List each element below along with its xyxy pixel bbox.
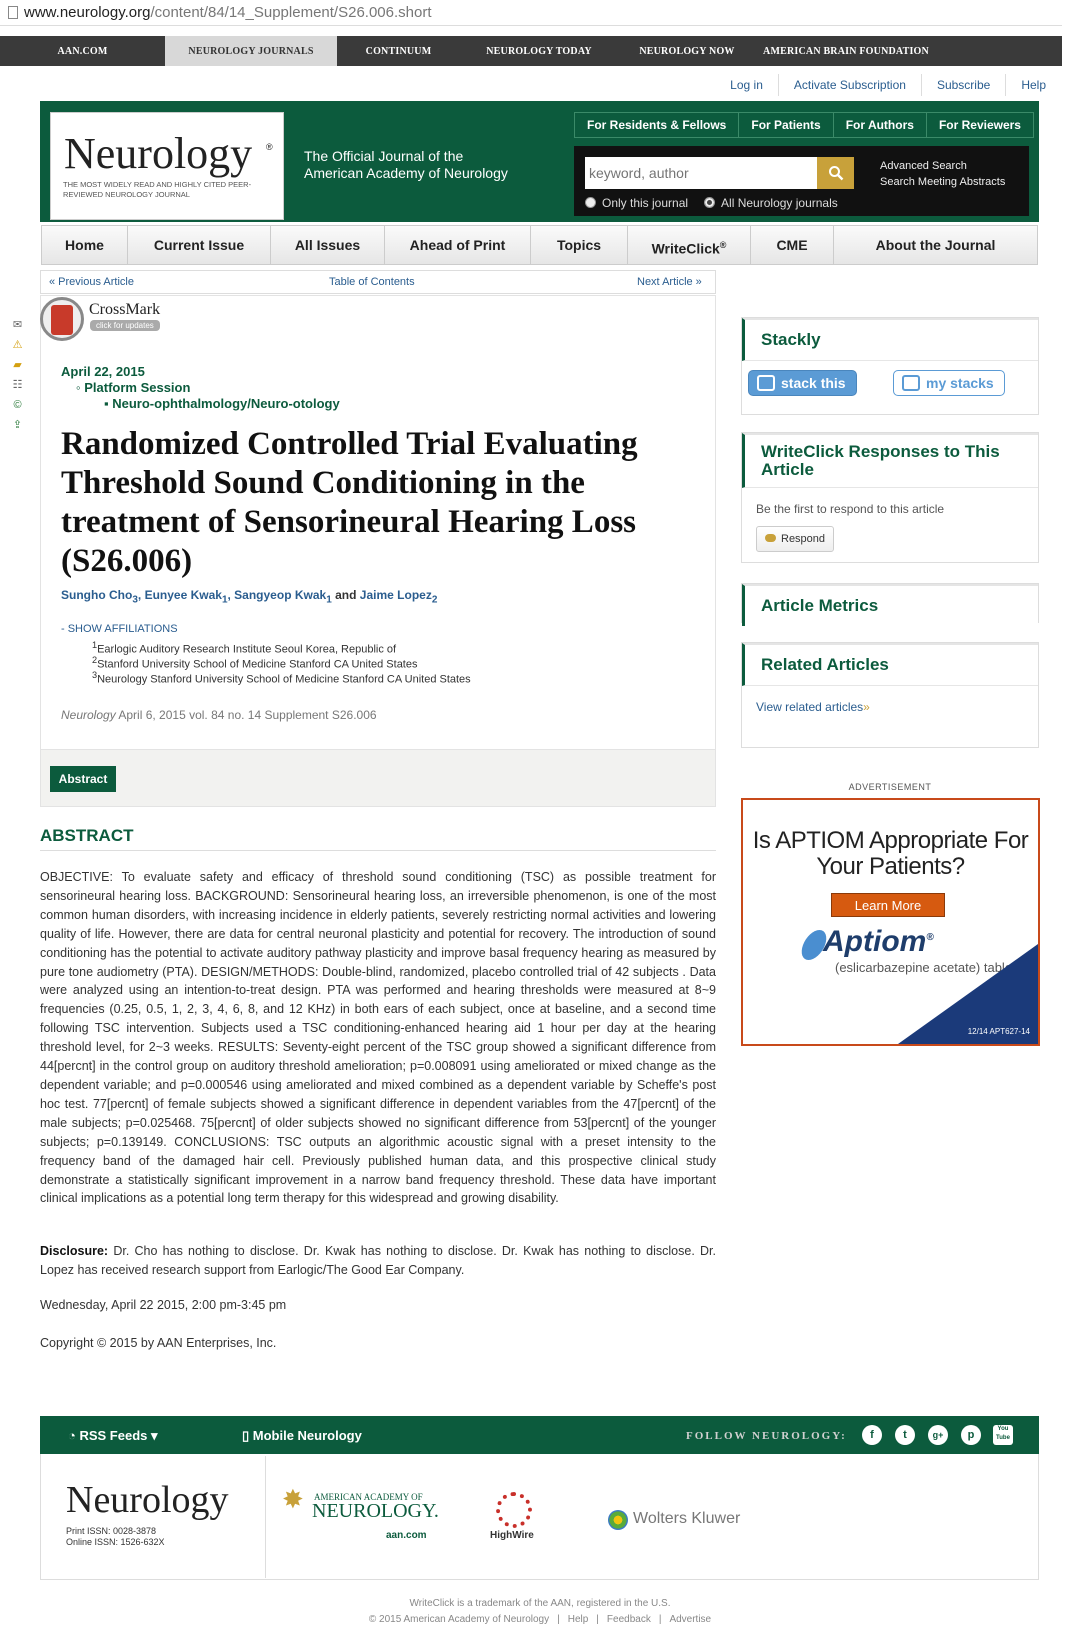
abstract-divider	[40, 850, 716, 851]
show-affiliations-toggle[interactable]: - SHOW AFFILIATIONS	[61, 623, 178, 635]
wolters-kluwer-logo[interactable]: Wolters Kluwer	[633, 1510, 741, 1527]
neurology-logo[interactable]: Neurology	[64, 129, 253, 178]
footer-help-link[interactable]: Help	[567, 1614, 589, 1625]
highwire-logo[interactable]: HighWire	[490, 1530, 534, 1541]
url-path: /content/84/14_Supplement/S26.006.short	[150, 4, 432, 21]
radio-button-selected-icon	[704, 197, 715, 208]
footer-advertise-link[interactable]: Advertise	[669, 1614, 712, 1625]
article-copyright: Copyright © 2015 by AAN Enterprises, Inc.	[40, 1336, 277, 1350]
topnav-neurology-now[interactable]: NEUROLOGY NOW	[639, 45, 735, 57]
pinterest-icon[interactable]: p	[961, 1425, 981, 1445]
url-host: www.neurology.org	[24, 4, 151, 21]
permissions-icon[interactable]: ©	[13, 399, 22, 411]
topnav-aan[interactable]: AAN.COM	[57, 45, 108, 57]
tab-reviewers[interactable]: For Reviewers	[926, 113, 1033, 137]
author-link[interactable]: Sangyeop Kwak$_1$	[234, 588, 332, 606]
search-input[interactable]	[585, 157, 817, 189]
affiliation-item: $^2$Stanford University School of Medicine Stanford CA United States	[92, 655, 418, 671]
next-article-link[interactable]: Next Article »	[637, 276, 702, 288]
affiliation-item: $^1$Earlogic Auditory Research Institute Seoul Korea, Republic of	[92, 640, 397, 656]
nav-current-issue[interactable]: Current Issue	[128, 226, 271, 264]
nav-all-issues[interactable]: All Issues	[271, 226, 385, 264]
author-link[interactable]: Sungho Cho$_3$	[61, 588, 138, 606]
citation-line: Neurology April 6, 2015 vol. 84 no. 14 Supplement S26.006	[61, 708, 377, 722]
crossmark-updates-badge[interactable]: click for updates	[90, 320, 160, 331]
citation-manager-icon[interactable]: ☷	[12, 379, 23, 391]
article-tools-icons	[10, 318, 25, 433]
nav-about-the-journal[interactable]: About the Journal	[875, 237, 996, 253]
footer-neurology-logo[interactable]: Neurology	[66, 1479, 229, 1521]
tab-patients[interactable]: For Patients	[738, 113, 832, 137]
view-related-articles-link[interactable]: View related articles»	[756, 700, 870, 714]
footer-divider	[265, 1456, 266, 1578]
article-title: Randomized Controlled Trial Evaluating Threshold Sound Conditioning in the treatment of Sensorineural Hearing Loss (S26.006)	[61, 426, 638, 579]
wolters-kluwer-icon	[608, 1510, 628, 1530]
radio-only-this-journal[interactable]: Only this journal	[585, 196, 688, 210]
aan-com-link[interactable]: aan.com	[386, 1530, 427, 1541]
chevron-down-icon: ▾	[147, 1428, 158, 1443]
mobile-neurology-link[interactable]: ▯ Mobile Neurology	[242, 1428, 362, 1443]
ad-generic-name: (eslicarbazepine acetate) tablets	[835, 960, 1023, 975]
table-of-contents-link[interactable]: Table of Contents	[329, 276, 415, 288]
nav-topics[interactable]: Topics	[531, 226, 628, 264]
previous-article-link[interactable]: « Previous Article	[49, 276, 134, 288]
folder-icon[interactable]: ▰	[13, 359, 22, 371]
search-meeting-abstracts-link[interactable]: Search Meeting Abstracts	[880, 176, 1006, 188]
share-icon[interactable]: ⇪	[12, 419, 23, 431]
article-metrics-title[interactable]: Article Metrics	[742, 584, 1038, 626]
ad-headline: Is APTIOM Appropriate For Your Patients?	[752, 827, 1029, 880]
speech-bubble-icon	[765, 534, 776, 542]
topnav-neurology-today[interactable]: NEUROLOGY TODAY	[486, 45, 592, 57]
trademark-notice: WriteClick is a trademark of the AAN, registered in the U.S.	[409, 1598, 671, 1609]
nav-ahead-of-print[interactable]: Ahead of Print	[385, 226, 531, 264]
radio-all-neurology-journals[interactable]: All Neurology journals	[704, 196, 838, 210]
search-button[interactable]	[817, 157, 854, 189]
subscribe-link[interactable]: Subscribe	[921, 74, 1005, 96]
logo-registered-mark: ®	[266, 142, 273, 152]
utility-links	[715, 74, 1061, 96]
advertisement-label: ADVERTISEMENT	[848, 782, 932, 792]
aan-logo[interactable]: NEUROLOGY.	[312, 1500, 439, 1522]
abstract-body: OBJECTIVE: To evaluate safety and efficacy of threshold sound conditioning (TSC) as possible treatment for sensorineural hearing loss. BACKGROUND: Sensorineural hearing loss, an irreversible phenomenon, is one of the most common human disorders, with increasing incidence in elderly patients, severely restricting normal activities and lowering quality of life. However, there are data for central neuronal plasticity and potential for recovery. The introduction of sound conditioning has the potential to activate auditory pathway plasticity and improve basal frequency hearing as measured by pure tone audiometry (PTA). DESIGN/METHODS: Double-blind, randomized, placebo controlled trial of 42 subjects . Data were analyzed using an intention-to-treat design. PTA was performed and hearing thresholds were measured at 8~9 frequencies (0.25, 0.5, 1, 2, 3, 4, 6, 8, and 12 KHz) in both ears of each subject, once at baseline, and a second time following TSC intervention. Subjects used a TSC conditioning-enhanced hearing aid 1 hour per day at the hearing threshold level, for 2~3 weeks. RESULTS: Seventy-eight percent of the TSC group showed a significant difference from 44[percnt] in the control group on auditory threshold amelioration; p=0.008091 using ameliorated or mixed change as the dependent variable; and p=0.000546 using ameliorated and mixed combined as a dependent variable by Scheffe's post hoc test. 77[percnt] of female subjects showed a significant difference in dependent variables from the 47[percnt] of the male subjects; p=0.025468. 75[percnt] of older subjects showed no significant difference from 53[percnt] of the younger subjects; p=0.139149. CONCLUSIONS: TSC outputs an algorithmic acoustic signal with a preset intensity to the frequency band of the damaged hair cell. Previously published human data, and this prospective clinical study demonstrate a statistically significant improvement in a narrow band frequency threshold. These data have important clinical implications as a potential long term therapy for this widespread and growing disability.	[40, 870, 716, 1206]
search-scope	[585, 196, 838, 210]
official-line-1: The Official Journal of the	[304, 148, 464, 164]
advanced-search-link[interactable]: Advanced Search	[880, 160, 967, 172]
stack-icon	[902, 375, 920, 391]
footer-feedback-link[interactable]: Feedback	[606, 1614, 651, 1625]
advanced-search-links	[880, 158, 1005, 190]
radio-button-icon	[585, 197, 596, 208]
respond-button[interactable]: Respond	[756, 526, 834, 552]
aan-star-icon: ✸	[282, 1484, 304, 1514]
tab-authors[interactable]: For Authors	[833, 113, 926, 137]
related-articles-box	[741, 642, 1039, 748]
writeclick-box	[741, 432, 1039, 563]
content-tabs-bar	[40, 749, 716, 807]
writeclick-title: WriteClick Responses to This Article	[742, 433, 1038, 488]
abstract-tab-button[interactable]: Abstract	[50, 766, 116, 792]
crossmark-bookmark-icon	[51, 305, 73, 335]
article-navigation	[40, 270, 716, 294]
aan-logo-top[interactable]: AMERICAN ACADEMY OF	[314, 1492, 423, 1502]
author-link[interactable]: Jaime Lopez$_2$	[359, 588, 438, 606]
footer-copyright: © 2015 American Academy of Neurology	[368, 1614, 550, 1625]
stack-icon	[757, 375, 775, 391]
login-link[interactable]: Log in	[730, 78, 763, 92]
alert-icon[interactable]: ⚠	[12, 339, 23, 351]
mobile-phone-icon: ▯	[242, 1428, 253, 1443]
ad-learn-more-button[interactable]: Learn More	[831, 893, 945, 917]
address-bar[interactable]	[0, 0, 1062, 26]
help-link[interactable]: Help	[1005, 74, 1061, 96]
rss-feeds-menu[interactable]: ◔ RSS Feeds ▾	[68, 1428, 158, 1443]
highwire-icon	[496, 1492, 532, 1528]
abstract-heading: ABSTRACT	[40, 826, 134, 845]
nav-writeclick[interactable]: WriteClick®	[628, 226, 751, 264]
official-journal-text	[304, 148, 508, 182]
activate-subscription-link[interactable]: Activate Subscription	[778, 74, 921, 96]
stackly-box	[741, 317, 1039, 415]
facebook-icon[interactable]: f	[862, 1425, 882, 1445]
issn-info: Print ISSN: 0028-3878 Online ISSN: 1526-632X	[66, 1526, 165, 1547]
youtube-icon[interactable]: You Tube	[993, 1425, 1013, 1445]
author-list: Sungho Cho$_3$, Eunyee Kwak$_1$, Sangyeop Kwak$_1$ and Jaime Lopez$_2$	[61, 588, 438, 606]
article-metrics-box[interactable]	[741, 583, 1039, 623]
aptiom-advertisement[interactable]	[741, 798, 1040, 1046]
ad-brand-name: Aptiom®	[823, 925, 934, 958]
rss-icon: ◔	[68, 1428, 80, 1443]
document-icon	[8, 6, 18, 19]
google-plus-icon[interactable]: g+	[928, 1425, 948, 1445]
my-stacks-button[interactable]: my stacks	[893, 370, 1005, 396]
nav-cme[interactable]: CME	[751, 226, 834, 264]
network-top-nav	[0, 36, 1062, 66]
ad-code: 12/14 APT627-14	[967, 1027, 1030, 1036]
audience-tabs	[574, 112, 1034, 138]
follow-neurology-label: FOLLOW NEUROLOGY:	[686, 1430, 847, 1442]
disclosure: Disclosure: Dr. Cho has nothing to disclose. Dr. Kwak has nothing to disclose. Dr. Kwak has nothing to disclose. Dr. Lopez has received research support from Earlogic/The Good Ear Company.	[40, 1244, 716, 1277]
footer-bar	[40, 1416, 1039, 1454]
logo-tagline: THE MOST WIDELY READ AND HIGHLY CITED PEER-REVIEWED NEUROLOGY JOURNAL	[63, 180, 252, 199]
email-icon[interactable]: ✉	[12, 319, 23, 331]
nav-home[interactable]: Home	[42, 226, 128, 264]
topnav-neurology-journals[interactable]: NEUROLOGY JOURNALS	[165, 36, 337, 66]
official-line-2: American Academy of Neurology	[304, 165, 508, 181]
article-date: April 22, 2015	[61, 364, 145, 379]
stack-this-button[interactable]: stack this	[748, 370, 857, 396]
main-nav	[41, 225, 1038, 265]
stackly-title: Stackly	[742, 318, 1038, 361]
twitter-icon[interactable]: t	[895, 1425, 915, 1445]
crossmark-title[interactable]: CrossMark	[89, 301, 161, 318]
topnav-american-brain-foundation[interactable]: AMERICAN BRAIN FOUNDATION	[763, 45, 929, 57]
related-articles-title: Related Articles	[742, 643, 1038, 686]
search-icon	[828, 165, 844, 181]
tab-residents-fellows[interactable]: For Residents & Fellows	[587, 118, 727, 132]
subject-category[interactable]: ▪ Neuro-ophthalmology/Neuro-otology	[104, 396, 340, 411]
session-type[interactable]: ◦ Platform Session	[76, 380, 191, 395]
first-respond-text: Be the first to respond to this article	[756, 502, 945, 516]
bottom-links: © 2015 American Academy of Neurology | Help | Feedback | Advertise	[368, 1614, 712, 1625]
session-time: Wednesday, April 22 2015, 2:00 pm-3:45 pm	[40, 1298, 287, 1312]
topnav-continuum[interactable]: CONTINUUM	[365, 45, 432, 57]
affiliation-item: $^3$Neurology Stanford University School of Medicine Stanford CA United States	[92, 670, 471, 686]
author-link[interactable]: Eunyee Kwak$_1$	[144, 588, 228, 606]
